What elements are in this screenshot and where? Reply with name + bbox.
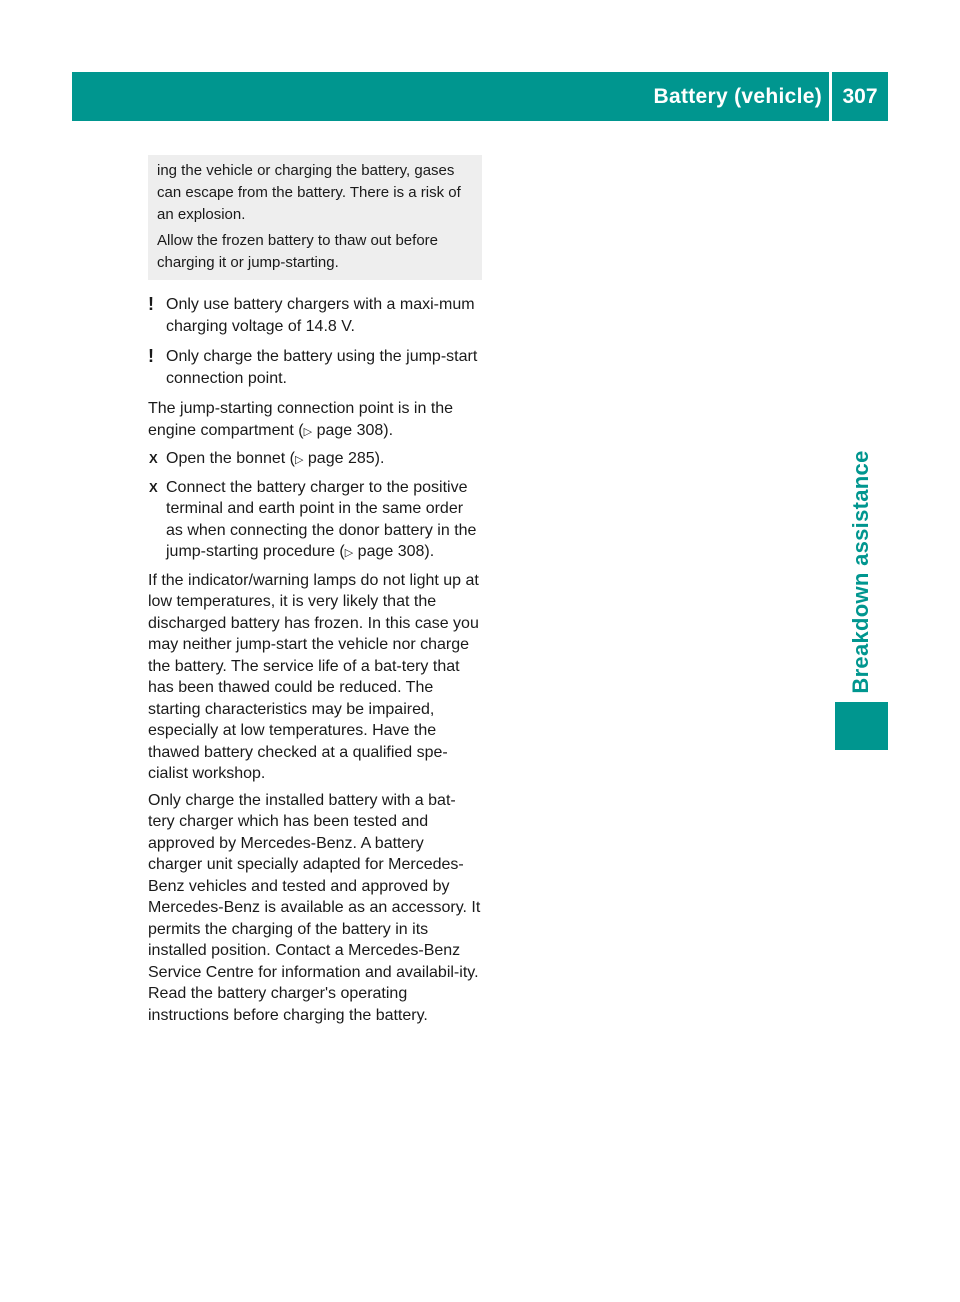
charger-paragraph: Only charge the installed battery with a bat-tery charger which has been tested and approved by Mercedes-Benz. A battery charger unit specially adapted for Mercedes-Benz vehicles and tested and approved by Mercedes-Benz is available as an accessory. It permits the charging of the battery in its installed position. Contact a Mercedes-Benz Service Centre for information and availabil-ity. Read the battery charger's operating instructions before charging the battery. [148,791,481,1024]
page-reference-icon: ▷ [294,454,304,466]
page-reference-link[interactable]: page 308 [357,543,425,560]
note-item [148,346,482,389]
page-reference-link[interactable]: page 285 [307,450,375,467]
step-text: Connect the battery charger to the positive terminal and earth point in the same order as when connecting the donor battery in the jump-starting procedure ( [166,478,477,560]
exclamation-icon: ! [148,346,154,366]
warning-text: ing the vehicle or charging the battery, gases can escape from the battery. There is a risk of an explosion. [157,162,461,223]
step-item [148,448,482,472]
warning-instruction: Allow the frozen battery to thaw out before charging it or jump-starting. [157,232,438,271]
note-text: Only use battery chargers with a maxi-mum charging voltage of 14.8 V. [166,296,475,335]
step-item [148,477,482,565]
page-header [72,72,888,121]
main-column [148,155,482,1031]
step-text-end: ). [424,543,435,560]
intro-text: The jump-starting connection point is in the engine compartment ( [148,400,454,439]
step-arrow-icon: X [149,451,158,466]
exclamation-icon: ! [148,294,154,314]
warning-box [148,155,482,280]
page-reference-icon: ▷ [303,425,313,438]
step-text: Open the bonnet ( [166,450,295,467]
page-reference-icon: ▷ [344,547,354,559]
step-arrow-icon: X [149,479,158,495]
note-item [148,294,482,337]
intro-paragraph [148,398,482,443]
page-reference-link[interactable]: page 308 [316,421,384,439]
step-text-end: ). [374,450,385,467]
note-text: Only charge the battery using the jump-start connection point. [166,348,478,387]
frozen-battery-paragraph: If the indicator/warning lamps do not light up at low temperatures, it is very likely that the discharged battery has frozen. In this case you may neither jump-start the vehicle nor charge the battery. The service life of a bat-tery that has been thawed could be reduced. The starting characteristics may be impaired, especially at low temperatures. Have the thawed battery checked at a qualified spe-cialist workshop. [148,571,479,782]
section-title: Battery (vehicle) [653,85,822,108]
chapter-tab-marker [835,702,888,750]
intro-text-end: ). [383,421,394,439]
page-number: 307 [842,85,878,108]
chapter-tab-label: Breakdown assistance [848,450,873,694]
